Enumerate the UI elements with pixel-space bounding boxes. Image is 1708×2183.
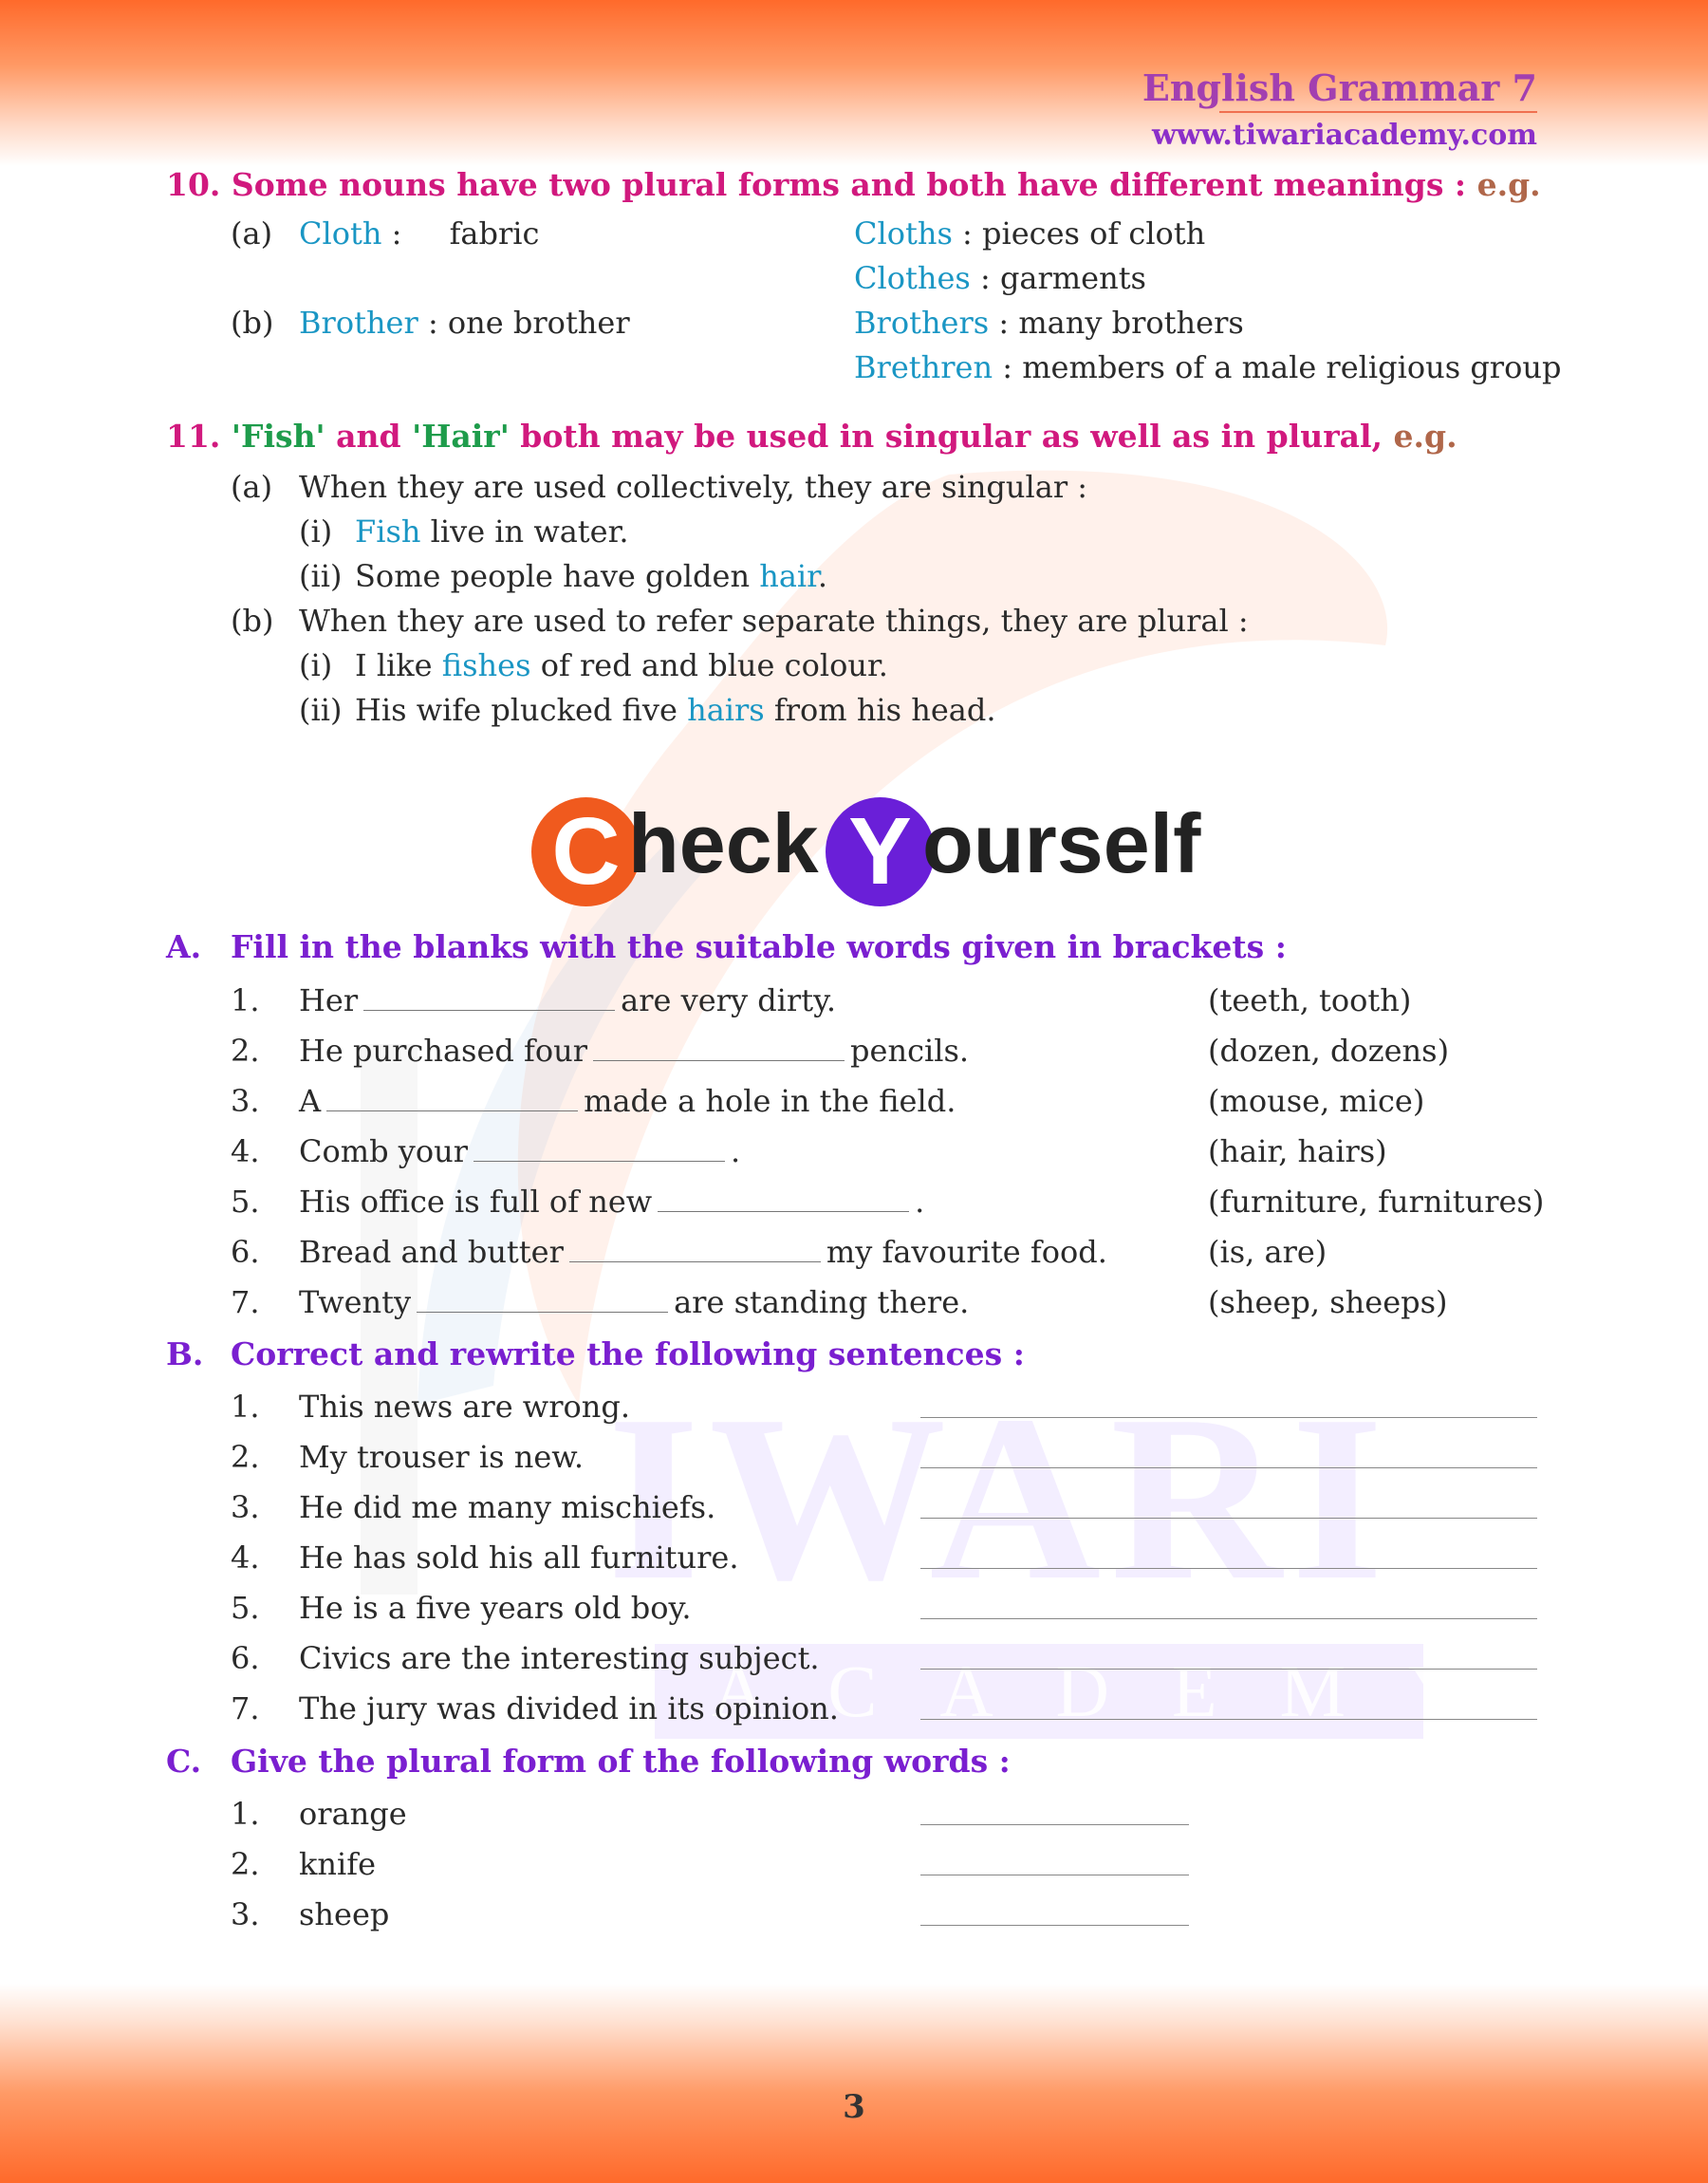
rule-11-a1-label: (i): [299, 513, 333, 550]
section-b-item-number: 7.: [231, 1690, 260, 1726]
rule-10-b-label: (b): [231, 305, 274, 341]
section-a-item-number: 4.: [231, 1133, 260, 1169]
header-underline: [1219, 111, 1537, 113]
rule-11-b-label: (b): [231, 603, 274, 639]
answer-line[interactable]: [920, 1824, 1189, 1825]
section-c-letter: C.: [166, 1743, 202, 1780]
watermark-text: IWARI: [607, 1367, 1393, 1630]
section-b-letter: B.: [166, 1335, 204, 1372]
section-a-item-options: (sheep, sheeps): [1208, 1284, 1448, 1320]
answer-blank[interactable]: [363, 985, 615, 1011]
rule-10-b-plural-1: Brothers : many brothers: [854, 305, 1244, 341]
section-c-heading: Give the plural form of the following words :: [231, 1743, 1011, 1780]
section-a-heading: Fill in the blanks with the suitable words given in brackets :: [231, 928, 1287, 965]
check-y-circle: Y: [826, 797, 935, 906]
section-a-item-options: (dozen, dozens): [1208, 1033, 1450, 1069]
rule-11-a-text: When they are used collectively, they are singular :: [299, 469, 1088, 505]
rule-11-b2-label: (ii): [299, 692, 343, 728]
section-b-item-number: 5.: [231, 1590, 260, 1626]
item-text-after: made a hole in the field.: [584, 1083, 956, 1119]
answer-blank[interactable]: [658, 1186, 909, 1212]
section-c-item-number: 2.: [231, 1846, 260, 1882]
section-b-item-text: He is a five years old boy.: [299, 1590, 692, 1626]
item-text-after: my favourite food.: [826, 1234, 1107, 1270]
check-yourself-title: [531, 788, 1201, 911]
answer-line[interactable]: [920, 1618, 1537, 1619]
answer-blank[interactable]: [417, 1287, 668, 1313]
section-a-item-options: (hair, hairs): [1208, 1133, 1387, 1169]
item-text-before: A: [299, 1083, 322, 1119]
section-c-item-text: sheep: [299, 1896, 390, 1932]
section-c-item-text: knife: [299, 1846, 377, 1882]
section-c-item-number: 3.: [231, 1896, 260, 1932]
answer-blank[interactable]: [593, 1036, 845, 1061]
section-a-item: [299, 1234, 1107, 1270]
rule-11-heading: 11. 'Fish' and 'Hair' both may be used in singular as well as in plural, e.g.: [166, 418, 1457, 455]
item-text-before: Twenty: [299, 1284, 412, 1320]
rule-11-b2-text: His wife plucked five hairs from his head.: [355, 692, 996, 728]
item-text-after: .: [731, 1133, 741, 1169]
item-text-before: His office is full of new: [299, 1184, 653, 1220]
answer-line[interactable]: [920, 1568, 1537, 1569]
website-link[interactable]: www.tiwariacademy.com: [1151, 119, 1537, 152]
answer-line[interactable]: [920, 1719, 1537, 1720]
section-c-item-number: 1.: [231, 1796, 260, 1832]
section-a-item: [299, 982, 836, 1018]
section-b-item-number: 3.: [231, 1489, 260, 1525]
section-a-item: [299, 1083, 956, 1119]
section-b-item-text: He has sold his all furniture.: [299, 1539, 739, 1576]
answer-line[interactable]: [920, 1467, 1537, 1468]
check-c-circle: C: [531, 797, 640, 906]
section-b-item-number: 6.: [231, 1640, 260, 1676]
rule-10-b-plural-2: Brethren : members of a male religious group: [854, 349, 1562, 385]
answer-line[interactable]: [920, 1669, 1537, 1670]
rule-11-b1-text: I like fishes of red and blue colour.: [355, 647, 888, 683]
section-a-item-number: 5.: [231, 1184, 260, 1220]
rule-10-a-label: (a): [231, 215, 273, 252]
section-b-item-number: 4.: [231, 1539, 260, 1576]
rule-11-b-text: When they are used to refer separate things, they are plural :: [299, 603, 1249, 639]
answer-blank[interactable]: [326, 1086, 578, 1111]
section-a-item-number: 2.: [231, 1033, 260, 1069]
section-b-item-text: This news are wrong.: [299, 1389, 631, 1425]
section-a-item: [299, 1033, 969, 1069]
answer-blank[interactable]: [569, 1237, 821, 1262]
answer-blank[interactable]: [473, 1136, 725, 1162]
rule-10-a-plural-1: Cloths : pieces of cloth: [854, 215, 1206, 252]
answer-line[interactable]: [920, 1417, 1537, 1418]
check-ourself-text: ourself: [922, 796, 1201, 890]
page-number: 3: [843, 2088, 865, 2126]
section-b-item-text: The jury was divided in its opinion.: [299, 1690, 839, 1726]
section-a-item-number: 7.: [231, 1284, 260, 1320]
rule-11-a1-text: Fish live in water.: [355, 513, 629, 550]
rule-11-a-label: (a): [231, 469, 273, 505]
section-a-item-options: (mouse, mice): [1208, 1083, 1425, 1119]
section-b-item-text: Civics are the interesting subject.: [299, 1640, 820, 1676]
book-title: English Grammar 7: [1142, 66, 1537, 109]
item-text-after: .: [915, 1184, 925, 1220]
rule-10-number: 10.: [166, 166, 221, 203]
rule-11-a2-text: Some people have golden hair.: [355, 558, 828, 594]
section-a-item: [299, 1284, 969, 1320]
item-text-before: Bread and butter: [299, 1234, 564, 1270]
rule-11-b1-label: (i): [299, 647, 333, 683]
section-a-item: [299, 1184, 924, 1220]
section-b-item-number: 1.: [231, 1389, 260, 1425]
item-text-before: Her: [299, 982, 359, 1018]
watermark-subtext: ACADEMY: [655, 1644, 1423, 1739]
section-a-item-options: (furniture, furnitures): [1208, 1184, 1545, 1220]
section-a-item-number: 6.: [231, 1234, 260, 1270]
section-a-letter: A.: [166, 928, 202, 965]
item-text-before: Comb your: [299, 1133, 468, 1169]
section-b-item-text: My trouser is new.: [299, 1439, 585, 1475]
rule-10-a-plural-2: Clothes : garments: [854, 260, 1146, 296]
item-text-after: are standing there.: [674, 1284, 970, 1320]
item-text-after: pencils.: [850, 1033, 970, 1069]
rule-11-a2-label: (ii): [299, 558, 343, 594]
section-a-item-options: (is, are): [1208, 1234, 1327, 1270]
section-a-item-number: 1.: [231, 982, 260, 1018]
section-a-item-number: 3.: [231, 1083, 260, 1119]
footer-band: [0, 1984, 1708, 2183]
item-text-before: He purchased four: [299, 1033, 588, 1069]
check-heck-text: heck: [628, 796, 819, 890]
answer-line[interactable]: [920, 1518, 1537, 1519]
section-a-item-options: (teeth, tooth): [1208, 982, 1412, 1018]
item-text-after: are very dirty.: [621, 982, 837, 1018]
section-b-item-text: He did me many mischiefs.: [299, 1489, 716, 1525]
rule-10-text: Some nouns have two plural forms and both have different meanings :: [231, 166, 1467, 203]
rule-10-eg: e.g.: [1476, 166, 1541, 203]
section-a-item: [299, 1133, 740, 1169]
section-b-item-number: 2.: [231, 1439, 260, 1475]
answer-line[interactable]: [920, 1925, 1189, 1926]
rule-10-heading: [166, 166, 1541, 203]
section-c-item-text: orange: [299, 1796, 407, 1832]
rule-10-b-singular: Brother : one brother: [299, 305, 630, 341]
rule-10-a-singular: Cloth : fabric: [299, 215, 540, 252]
section-b-heading: Correct and rewrite the following sentences :: [231, 1335, 1025, 1372]
